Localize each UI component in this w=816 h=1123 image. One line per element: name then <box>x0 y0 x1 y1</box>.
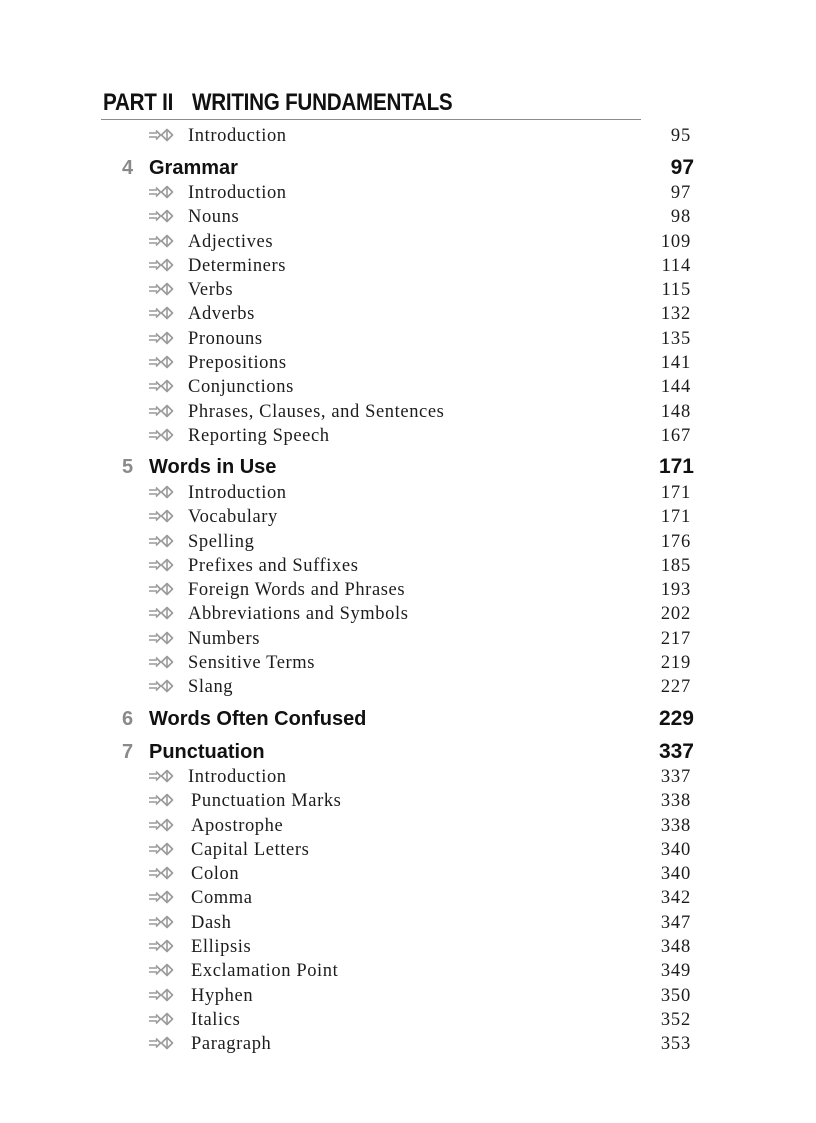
double-arrow-bullet-icon <box>148 914 174 930</box>
toc-entry-page-number: 148 <box>660 402 691 422</box>
double-arrow-bullet-icon <box>148 938 174 954</box>
toc-entry-page-number: 342 <box>660 888 691 908</box>
toc-entry-page-number: 185 <box>660 556 691 576</box>
toc-entry-label: Introduction <box>188 183 287 203</box>
chapter-page-number: 229 <box>658 707 694 730</box>
chapter-number: 4 <box>122 157 134 179</box>
double-arrow-bullet-icon <box>148 581 174 597</box>
toc-entry <box>0 505 816 529</box>
double-arrow-bullet-icon <box>148 865 174 881</box>
toc-entry-page-number: 219 <box>660 653 691 673</box>
toc-entry <box>0 862 816 886</box>
toc-entry-page-number: 97 <box>670 183 691 203</box>
toc-entry-label: Apostrophe <box>191 816 284 836</box>
toc-entry <box>0 1008 816 1032</box>
double-arrow-bullet-icon <box>148 484 174 500</box>
toc-entry-label: Introduction <box>188 767 287 787</box>
double-arrow-bullet-icon <box>148 305 174 321</box>
toc-entry-page-number: 114 <box>661 256 691 276</box>
toc-entry <box>0 205 816 229</box>
toc-entry-label: Nouns <box>188 207 240 227</box>
toc-entry <box>0 481 816 505</box>
double-arrow-bullet-icon <box>148 257 174 273</box>
chapter-number: 5 <box>122 456 134 478</box>
toc-entry-page-number: 176 <box>660 532 691 552</box>
toc-entry-page-number: 217 <box>660 629 691 649</box>
toc-entry <box>0 627 816 651</box>
heading-rule <box>101 119 641 120</box>
toc-entry <box>0 424 816 448</box>
chapter-number: 7 <box>122 741 134 763</box>
toc-entry <box>0 911 816 935</box>
toc-entry-label: Pronouns <box>188 329 263 349</box>
toc-entry-page-number: 115 <box>661 280 691 300</box>
toc-entry-label: Verbs <box>188 280 234 300</box>
double-arrow-bullet-icon <box>148 330 174 346</box>
double-arrow-bullet-icon <box>148 768 174 784</box>
toc-entry <box>0 278 816 302</box>
double-arrow-bullet-icon <box>148 184 174 200</box>
toc-entry-page-number: 352 <box>660 1010 691 1030</box>
toc-entry-page-number: 171 <box>660 507 691 527</box>
toc-entry <box>0 886 816 910</box>
toc-entry-page-number: 202 <box>660 604 691 624</box>
double-arrow-bullet-icon <box>148 1035 174 1051</box>
double-arrow-bullet-icon <box>148 533 174 549</box>
toc-entry <box>0 327 816 351</box>
part-heading <box>103 89 452 117</box>
toc-entry-label: Reporting Speech <box>188 426 330 446</box>
toc-entry <box>0 789 816 813</box>
chapter-title: Punctuation <box>149 741 265 763</box>
double-arrow-bullet-icon <box>148 987 174 1003</box>
toc-entry-label: Ellipsis <box>191 937 252 957</box>
chapter-page-number: 337 <box>658 740 694 763</box>
toc-entry-page-number: 171 <box>660 483 691 503</box>
toc-entry <box>0 578 816 602</box>
part-number: PART II <box>103 89 174 116</box>
toc-entry <box>0 814 816 838</box>
toc-entry <box>0 602 816 626</box>
chapter-page-number: 97 <box>670 156 694 179</box>
toc-entry <box>0 765 816 789</box>
double-arrow-bullet-icon <box>148 281 174 297</box>
toc-entry <box>0 959 816 983</box>
double-arrow-bullet-icon <box>148 208 174 224</box>
double-arrow-bullet-icon <box>148 605 174 621</box>
toc-entry-label: Determiners <box>188 256 287 276</box>
double-arrow-bullet-icon <box>148 1011 174 1027</box>
toc-entry-label: Colon <box>191 864 240 884</box>
toc-entry-label: Punctuation Marks <box>191 791 342 811</box>
chapter-number: 6 <box>122 708 134 730</box>
toc-entry-label: Hyphen <box>191 986 254 1006</box>
double-arrow-bullet-icon <box>148 557 174 573</box>
toc-entry <box>0 1032 816 1056</box>
chapter-heading <box>0 154 816 182</box>
double-arrow-bullet-icon <box>148 889 174 905</box>
toc-entry-label: Prefixes and Suffixes <box>188 556 359 576</box>
double-arrow-bullet-icon <box>148 403 174 419</box>
toc-entry <box>0 530 816 554</box>
double-arrow-bullet-icon <box>148 378 174 394</box>
double-arrow-bullet-icon <box>148 654 174 670</box>
toc-entry <box>0 351 816 375</box>
toc-entry-label: Slang <box>188 677 234 697</box>
toc-entry-label: Numbers <box>188 629 261 649</box>
double-arrow-bullet-icon <box>148 678 174 694</box>
toc-entry-label: Exclamation Point <box>191 961 339 981</box>
toc-entry-page-number: 95 <box>670 126 691 146</box>
toc-entry <box>0 651 816 675</box>
chapter-heading <box>0 705 816 733</box>
toc-entry-label: Vocabulary <box>188 507 278 527</box>
toc-entry-page-number: 340 <box>660 864 691 884</box>
toc-entry-label: Abbreviations and Symbols <box>188 604 409 624</box>
toc-entry <box>0 935 816 959</box>
toc-entry <box>0 984 816 1008</box>
toc-entry-label: Prepositions <box>188 353 287 373</box>
double-arrow-bullet-icon <box>148 841 174 857</box>
toc-entry-page-number: 193 <box>660 580 691 600</box>
chapter-title: Words in Use <box>149 456 277 478</box>
toc-entry-page-number: 144 <box>660 377 691 397</box>
part-title: WRITING FUNDAMENTALS <box>191 89 453 116</box>
toc-entry-label: Conjunctions <box>188 377 294 397</box>
toc-entry-page-number: 98 <box>670 207 691 227</box>
double-arrow-bullet-icon <box>148 817 174 833</box>
toc-entry-label: Capital Letters <box>191 840 310 860</box>
chapter-title: Grammar <box>149 157 238 179</box>
chapter-title: Words Often Confused <box>149 708 367 730</box>
toc-entry-label: Foreign Words and Phrases <box>188 580 406 600</box>
toc-entry-label: Dash <box>191 913 232 933</box>
toc-entry-page-number: 135 <box>660 329 691 349</box>
toc-entry-page-number: 353 <box>660 1034 691 1054</box>
chapter-heading <box>0 738 816 766</box>
toc-entry-page-number: 338 <box>660 816 691 836</box>
toc-entry-page-number: 141 <box>660 353 691 373</box>
toc-entry-label: Comma <box>191 888 253 908</box>
toc-entry-label: Paragraph <box>191 1034 272 1054</box>
toc-entry <box>0 302 816 326</box>
toc-entry-label: Introduction <box>188 126 287 146</box>
toc-entry-page-number: 348 <box>660 937 691 957</box>
toc-entry-label: Introduction <box>188 483 287 503</box>
toc-entry-page-number: 340 <box>660 840 691 860</box>
toc-entry-page-number: 227 <box>660 677 691 697</box>
toc-entry-page-number: 349 <box>660 961 691 981</box>
toc-entry <box>0 124 816 148</box>
double-arrow-bullet-icon <box>148 354 174 370</box>
double-arrow-bullet-icon <box>148 127 174 143</box>
double-arrow-bullet-icon <box>148 630 174 646</box>
toc-entry-page-number: 350 <box>660 986 691 1006</box>
toc-entry <box>0 375 816 399</box>
toc-entry <box>0 838 816 862</box>
toc-entry <box>0 230 816 254</box>
toc-entry-page-number: 338 <box>660 791 691 811</box>
toc-entry <box>0 554 816 578</box>
toc-entry-label: Spelling <box>188 532 255 552</box>
toc-entry-label: Adjectives <box>188 232 274 252</box>
toc-entry-page-number: 347 <box>660 913 691 933</box>
double-arrow-bullet-icon <box>148 233 174 249</box>
toc-entry <box>0 675 816 699</box>
toc-entry-label: Phrases, Clauses, and Sentences <box>188 402 445 422</box>
toc-entry <box>0 181 816 205</box>
toc-entry-label: Sensitive Terms <box>188 653 316 673</box>
double-arrow-bullet-icon <box>148 508 174 524</box>
toc-entry-page-number: 132 <box>660 304 691 324</box>
toc-entry-page-number: 337 <box>660 767 691 787</box>
double-arrow-bullet-icon <box>148 962 174 978</box>
toc-entry <box>0 400 816 424</box>
double-arrow-bullet-icon <box>148 792 174 808</box>
double-arrow-bullet-icon <box>148 427 174 443</box>
toc-entry-page-number: 167 <box>660 426 691 446</box>
toc-entry <box>0 254 816 278</box>
toc-entry-label: Adverbs <box>188 304 255 324</box>
toc-entry-page-number: 109 <box>660 232 691 252</box>
chapter-page-number: 171 <box>658 455 694 478</box>
chapter-heading <box>0 453 816 481</box>
toc-entry-label: Italics <box>191 1010 241 1030</box>
